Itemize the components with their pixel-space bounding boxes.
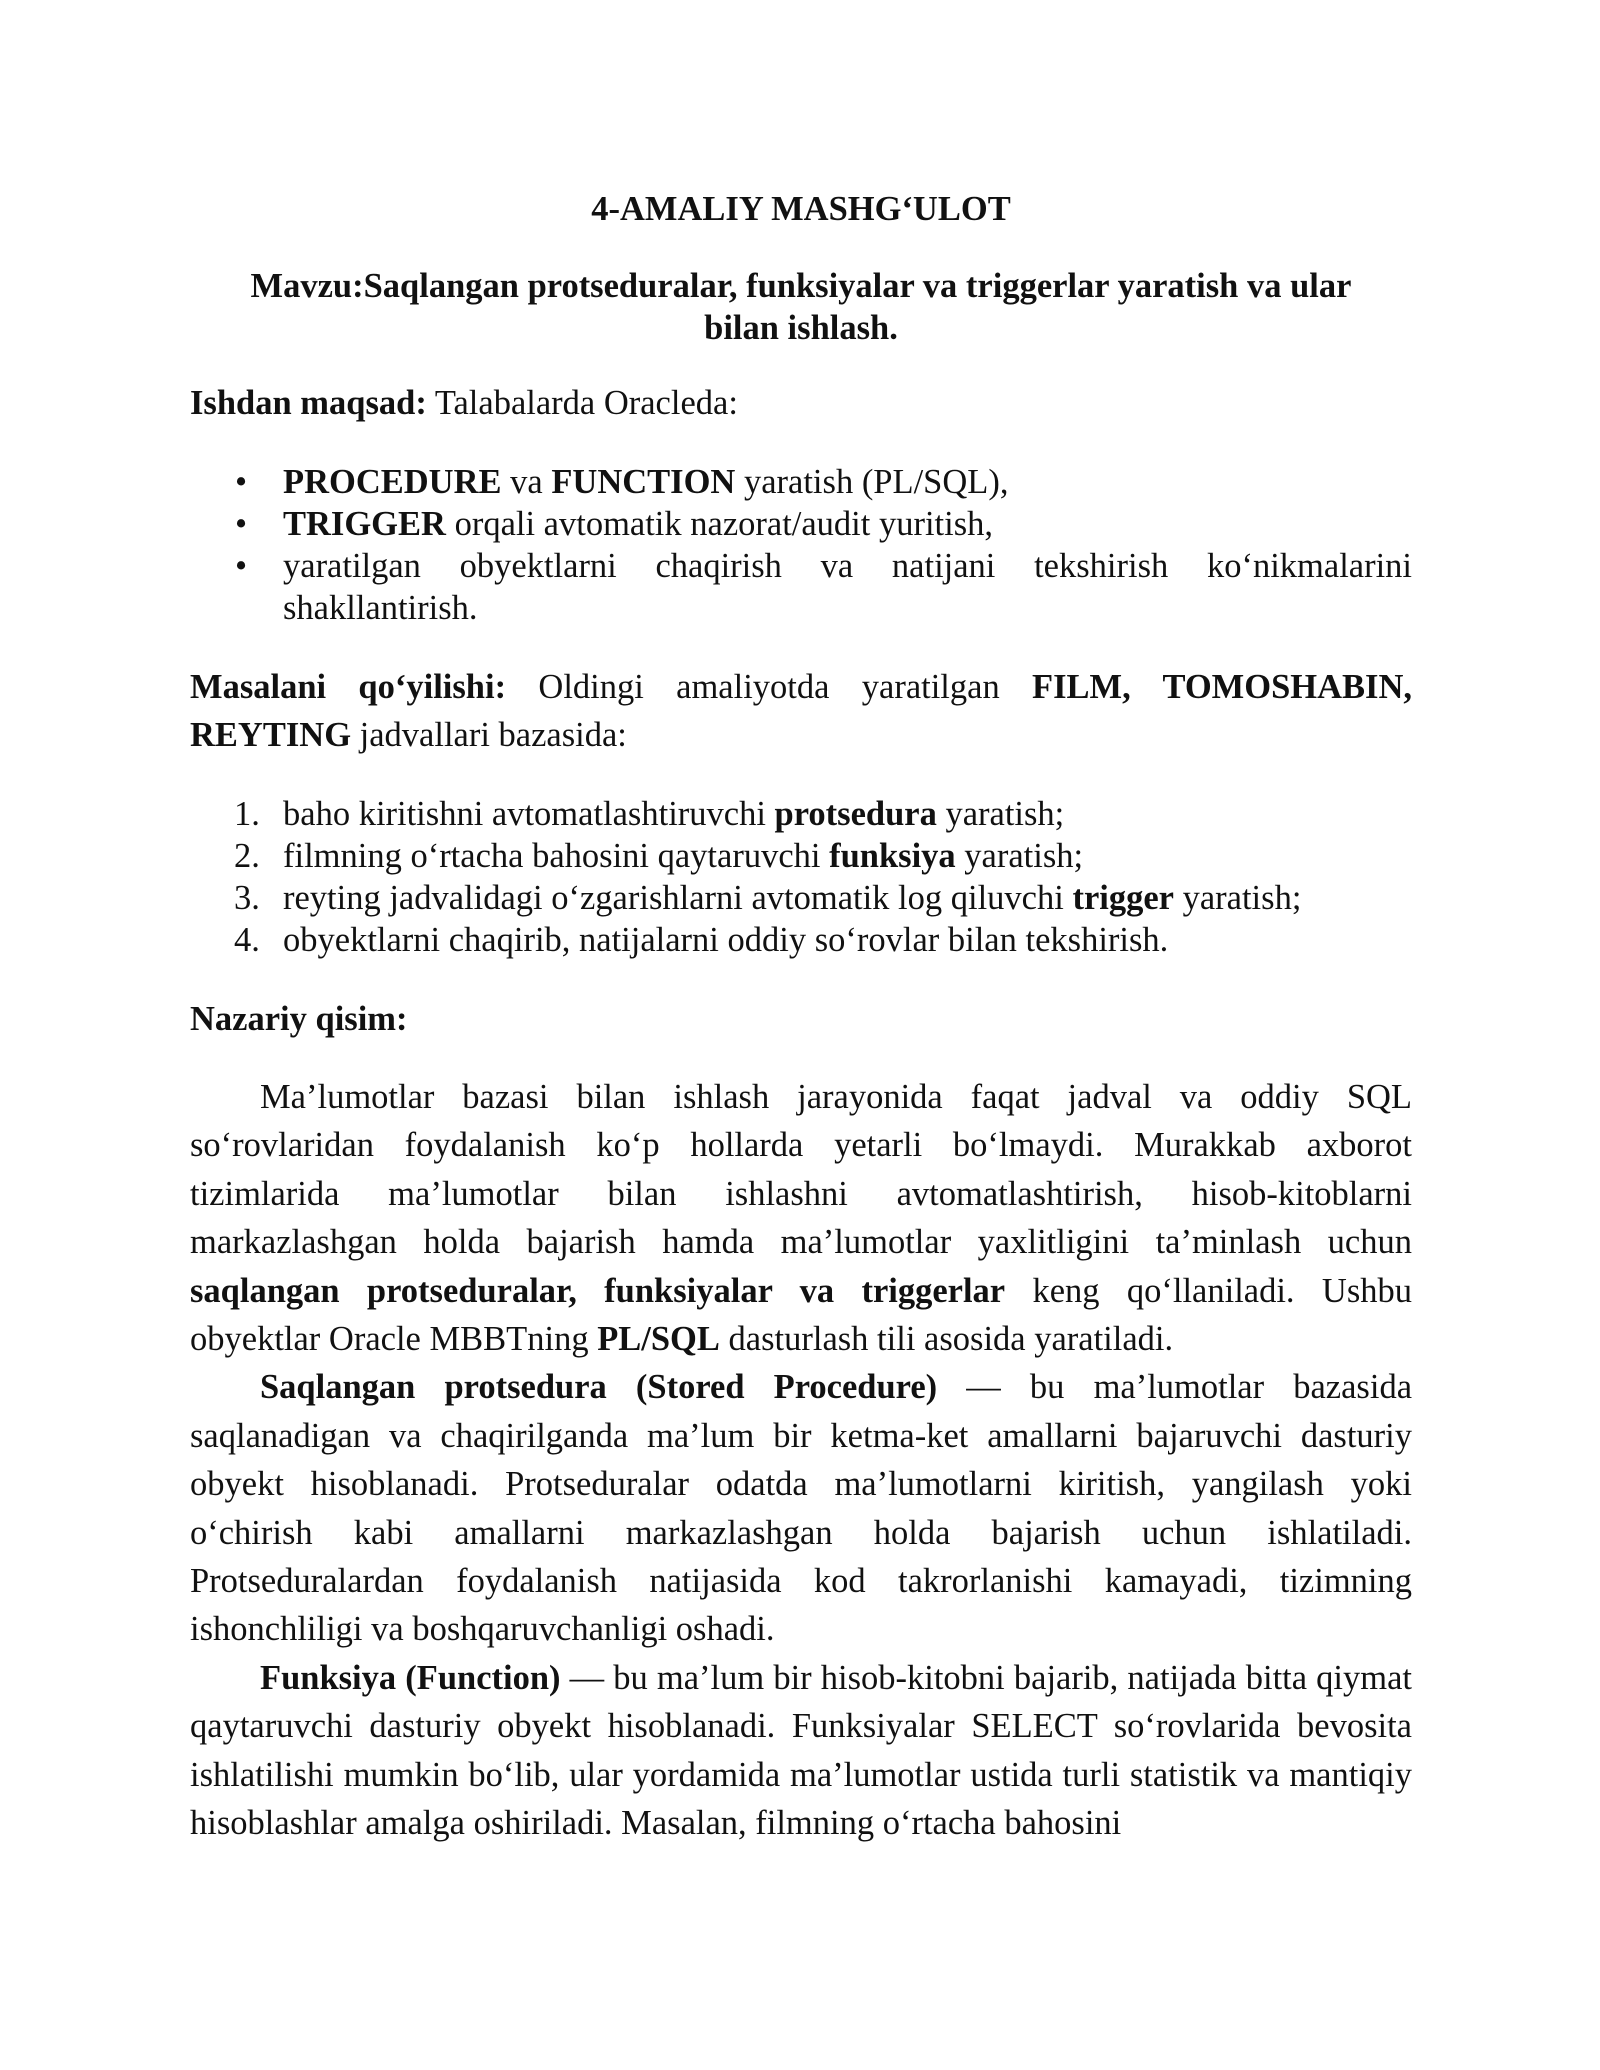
paragraph-bold: Saqlangan protsedura (Stored Procedure)	[260, 1368, 938, 1407]
problem-paragraph	[190, 663, 1412, 759]
goal-label: Ishdan maqsad:	[190, 384, 427, 422]
task-item	[190, 793, 1412, 835]
goal-bullet-item	[190, 545, 1412, 629]
task-item	[190, 919, 1412, 961]
topic-text: Saqlangan protseduralar, funksiyalar va triggerlar yaratish va ular bilan ishlash.	[363, 267, 1352, 347]
paragraph-bold: Funksiya (Function)	[260, 1658, 561, 1697]
bullet-text: orqali avtomatik nazorat/audit yuritish,	[445, 505, 994, 543]
bullet-text: yaratilgan obyektlarni chaqirish va natijani tekshirish ko‘nikmalarini shakllantirish.	[283, 547, 1412, 627]
topic-line	[190, 265, 1412, 349]
goal-bullet-list	[190, 461, 1412, 629]
goal-paragraph	[190, 379, 1412, 427]
theory-heading: Nazariy qisim:	[190, 1000, 408, 1038]
goal-bullet-item	[190, 461, 1412, 503]
problem-label: Masalani qo‘yilishi:	[190, 668, 507, 706]
task-bold: trigger	[1072, 879, 1174, 917]
task-text: yaratish;	[1173, 879, 1302, 917]
bullet-icon: •	[235, 505, 248, 543]
paragraph-text: — bu ma’lum bir hisob-kitobni bajarib, natijada bitta qiymat qaytaruvchi dasturiy obyekt hisoblanadi. Funksiyalar SELECT so‘rovlarida bevosita ishlatilishi mumkin bo‘lib, ular yordamida ma’lumotlar ustida turli statistik va mantiqiy hisoblashlar amalga oshiriladi. Masalan, filmning o‘rtacha bahosini	[190, 1658, 1412, 1843]
task-text: yaratish;	[955, 837, 1084, 875]
task-text: reyting jadvalidagi o‘zgarishlarni avtomatik log qiluvchi	[283, 879, 1073, 917]
bullet-bold: FUNCTION	[551, 463, 736, 501]
task-bold: funksiya	[829, 837, 956, 875]
problem-tables: FILM, TOMOSHABIN, REYTING	[190, 668, 1412, 754]
bullet-icon: •	[235, 463, 248, 501]
goal-bullet-item	[190, 503, 1412, 545]
task-text: filmning o‘rtacha bahosini qaytaruvchi	[283, 837, 830, 875]
problem-text: jadvallari bazasida:	[351, 716, 627, 754]
task-number: 4.	[234, 921, 260, 959]
document-title: 4-AMALIY MASHG‘ULOT	[591, 190, 1011, 228]
paragraph-bold: saqlangan protseduralar, funksiyalar va triggerlar	[190, 1271, 1006, 1310]
topic-label: Mavzu:	[250, 267, 364, 305]
task-number: 3.	[234, 879, 260, 917]
task-number: 2.	[234, 837, 260, 875]
bullet-text: va	[501, 463, 552, 501]
bullet-text: yaratish (PL/SQL),	[735, 463, 1009, 501]
task-list	[190, 793, 1412, 961]
theory-paragraph-2	[190, 1363, 1412, 1653]
task-item	[190, 835, 1412, 877]
theory-paragraph-1	[190, 1073, 1412, 1363]
bullet-bold: PROCEDURE	[283, 463, 502, 501]
paragraph-bold: PL/SQL	[597, 1320, 720, 1359]
paragraph-text: keng qo‘llaniladi. Ushbu obyektlar Oracle MBBTning	[190, 1271, 1412, 1359]
task-bold: protsedura	[774, 795, 937, 833]
task-text: baho kiritishni avtomatlashtiruvchi	[283, 795, 775, 833]
task-text: obyektlarni chaqirib, natijalarni oddiy so‘rovlar bilan tekshirish.	[283, 921, 1169, 959]
theory-paragraph-3	[190, 1654, 1412, 1848]
document-page	[190, 185, 1412, 1848]
task-number: 1.	[234, 795, 260, 833]
paragraph-text: — bu ma’lumotlar bazasida saqlanadigan va chaqirilganda ma’lum bir ketma-ket amallarni bajaruvchi dasturiy obyekt hisoblanadi. Protseduralar odatda ma’lumotlarni kiritish, yangilash yoki o‘chirish kabi amallarni markazlashgan holda bajarish uchun ishlatiladi. Protseduralardan foydalanish natijasida kod takrorlanishi kamayadi, tizimning ishonchliligi va boshqaruvchanligi oshadi.	[190, 1368, 1413, 1649]
goal-text: Talabalarda Oracleda:	[426, 384, 738, 422]
problem-text: Oldingi amaliyotda yaratilgan	[506, 668, 1033, 706]
bullet-bold: TRIGGER	[283, 505, 446, 543]
bullet-icon: •	[235, 547, 248, 585]
paragraph-text: Ma’lumotlar bazasi bilan ishlash jarayonida faqat jadval va oddiy SQL so‘rovlaridan foydalanish ko‘p hollarda yetarli bo‘lmaydi. Murakkab axborot tizimlarida ma’lumotlar bilan ishlashni avtomatlashtirish, hisob-kitoblarni markazlashgan holda bajarish hamda ma’lumotlar yaxlitligini ta’minlash uchun	[190, 1078, 1412, 1262]
task-text: yaratish;	[936, 795, 1065, 833]
task-item	[190, 877, 1412, 919]
paragraph-text: dasturlash tili asosida yaratiladi.	[719, 1320, 1174, 1359]
